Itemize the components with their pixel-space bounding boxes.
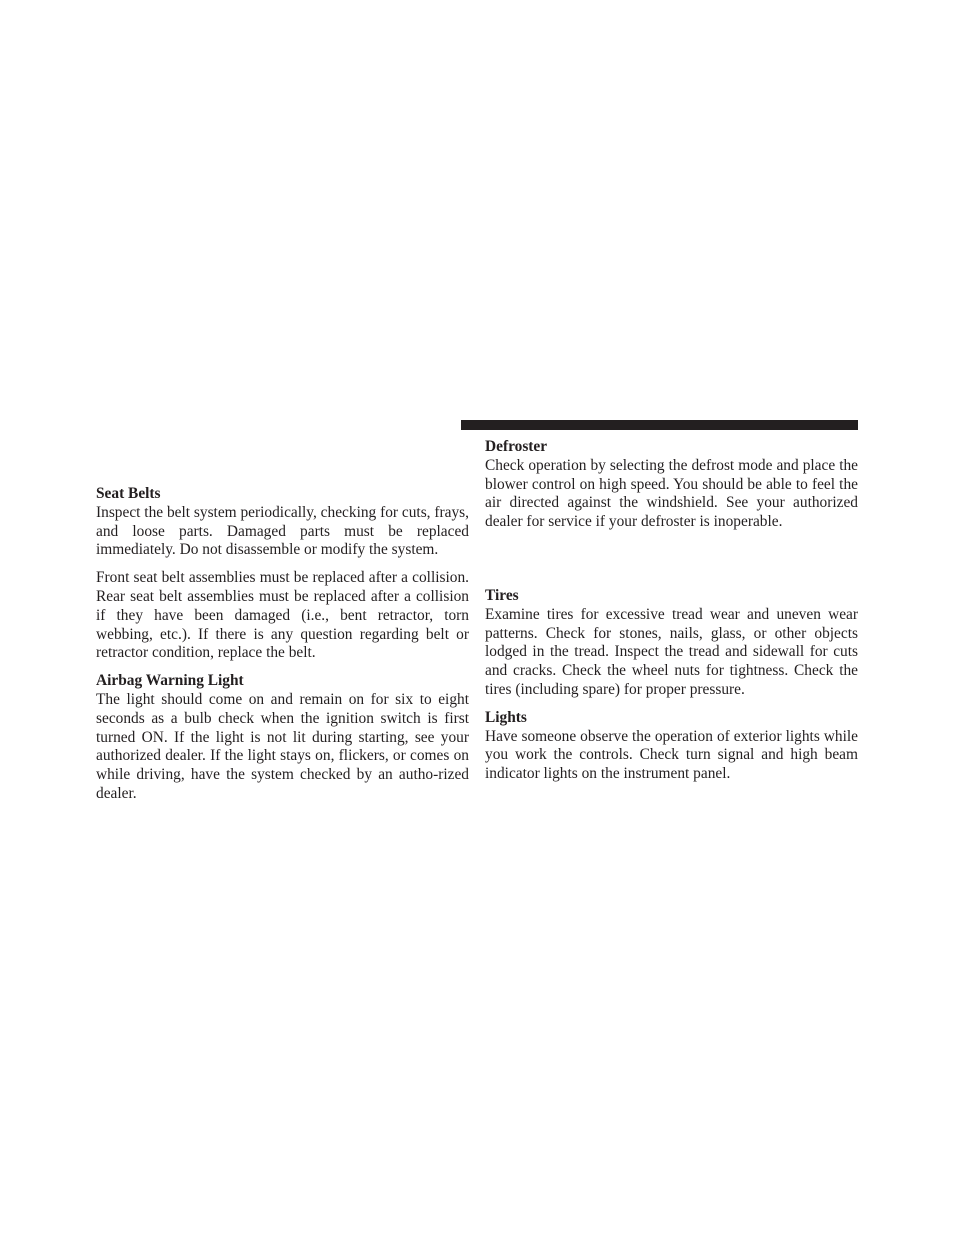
left-column <box>96 485 469 804</box>
section-lights <box>485 709 858 784</box>
lights-heading: Lights <box>485 708 527 726</box>
section-tires <box>485 587 858 700</box>
defroster-paragraph: Check operation by selecting the defrost mode and place the blower control on high speed. You should be able to feel the air directed against the windshield. See your authorized dealer for service if your defroster is inoperable. <box>485 456 858 531</box>
section-defroster <box>485 438 858 532</box>
airbag-warning-light-paragraph: The light should come on and remain on for six to eight seconds as a bulb check when the ignition switch is first turned ON. If the light is not lit during starting, see your authorized dealer. If the light stays on, flickers, or comes on while driving, have the system checked by an autho-rized dealer. <box>96 690 469 802</box>
lights-paragraph: Have someone observe the operation of exterior lights while you work the controls. Check turn signal and high beam indicator lights on the instrument panel. <box>485 727 858 783</box>
section-divider-bar <box>461 420 858 430</box>
airbag-warning-light-heading: Airbag Warning Light <box>96 672 244 690</box>
tires-heading: Tires <box>485 586 519 604</box>
tires-paragraph: Examine tires for excessive tread wear and uneven wear patterns. Check for stones, nails, glass, or other objects lodged in the tread. Inspect the tread and sidewall for cuts and cracks. Check the wheel nuts for tightness. Check the tires (including spare) for proper pressure. <box>485 605 858 698</box>
seat-belts-paragraph-2: Front seat belt assemblies must be replaced after a collision. Rear seat belt assemblies must be replaced after a collision if they have been damaged (i.e., bent retractor, torn webbing, etc.). If there is any question regarding belt or retractor condition, replace the belt. <box>96 569 469 662</box>
section-airbag-warning-light <box>96 672 469 804</box>
seat-belts-paragraph-1: Inspect the belt system periodically, checking for cuts, frays, and loose parts. Damaged parts must be replaced immediately. Do not disassemble or modify the system. <box>96 503 469 559</box>
right-column <box>485 438 858 784</box>
section-seat-belts <box>96 485 469 663</box>
defroster-heading: Defroster <box>485 438 548 455</box>
seat-belts-heading: Seat Belts <box>96 485 161 502</box>
